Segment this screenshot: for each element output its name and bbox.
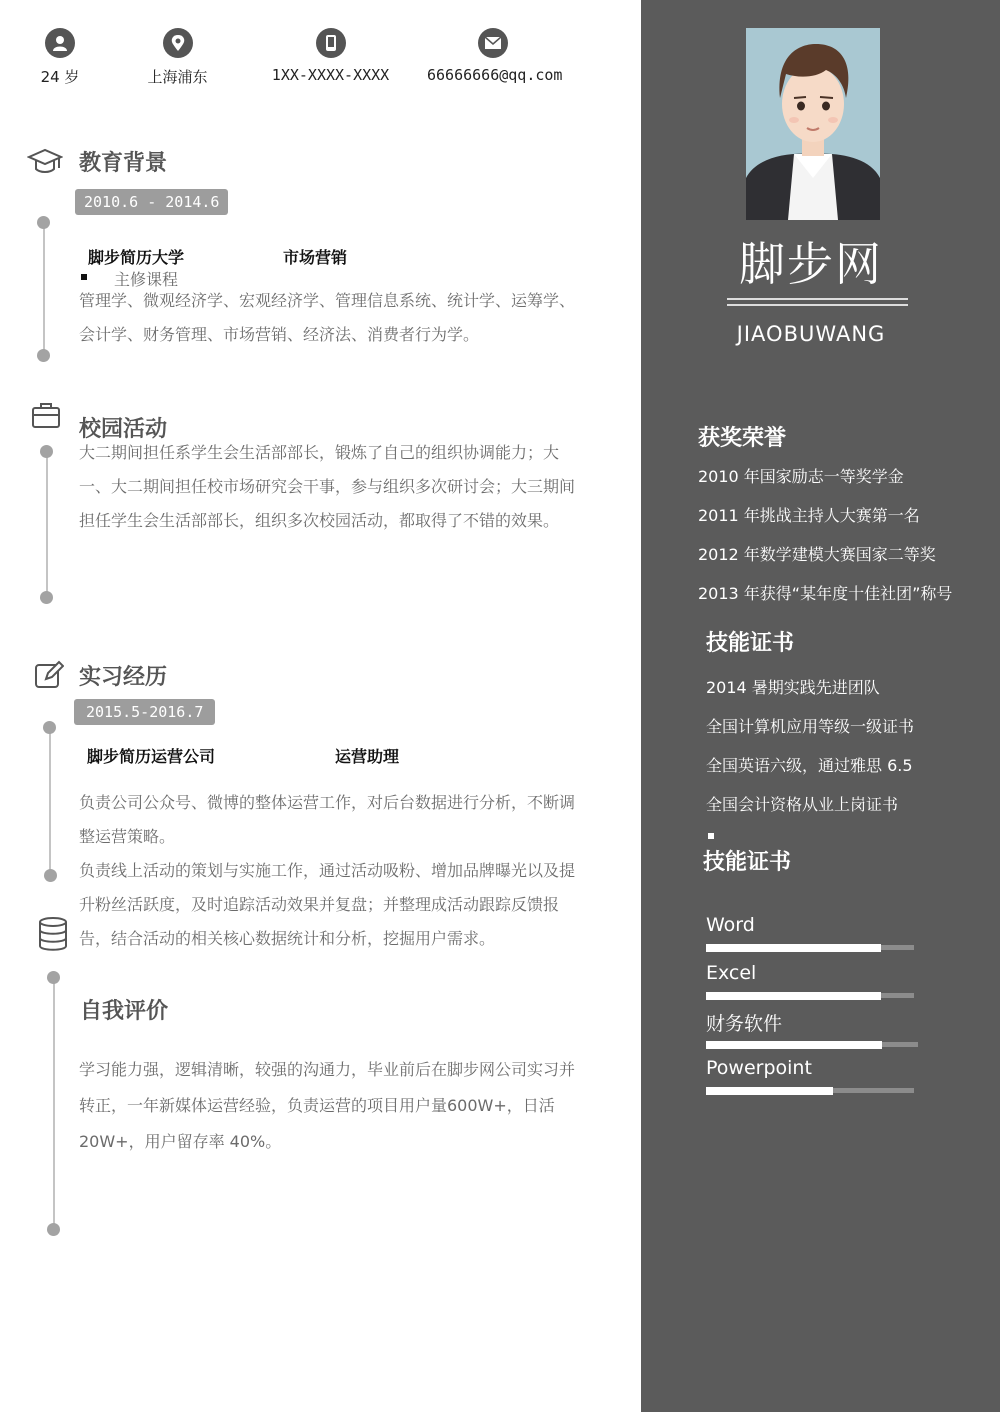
graduation-cap-icon (27, 145, 61, 179)
timeline-dot (43, 721, 56, 734)
skill-label: Powerpoint (706, 1057, 812, 1079)
campus-text: 大二期间担任系学生会生活部部长，锻炼了自己的组织协调能力；大一、大二期间担任校市场研究会干事，参与组织多次研讨会；大三期间担任学生会生活部部长，组织多次校园活动，都取得了不错的效果。 (79, 443, 576, 530)
company-name: 脚步简历运营公司 (87, 747, 216, 766)
location-text: 上海浦东 (147, 68, 208, 86)
skill-bar-fill (706, 944, 881, 952)
timeline-line (49, 728, 51, 876)
award-item: 2011 年挑战主持人大赛第一名 (698, 506, 920, 525)
internship-title: 实习经历 (79, 665, 168, 690)
skill-bar-fill (706, 1087, 833, 1095)
self-title: 自我评价 (80, 999, 169, 1024)
timeline-dot (44, 869, 57, 882)
skill-bar-fill (706, 1041, 882, 1049)
skill-bar (706, 945, 914, 950)
email-text: 66666666@qq.com (427, 66, 563, 84)
edit-icon (34, 660, 68, 694)
timeline-dot (40, 591, 53, 604)
cert-item: 全国计算机应用等级一级证书 (706, 717, 915, 736)
skill-label: 财务软件 (706, 1013, 783, 1035)
internship-date: 2015.5-2016.7 (74, 699, 215, 725)
self-text: 学习能力强，逻辑清晰，较强的沟通力，毕业前后在脚步网公司实习并转正，一年新媒体运营经验，负责运营的项目用户量600W+，日活 20W+，用户留存率 40%。 (79, 1060, 576, 1151)
internship-duty-1: 负责公司公众号、微博的整体运营工作，对后台数据进行分析，不断调整运营策略。 (79, 793, 576, 846)
award-item: 2013 年获得“某年度十佳社团”称号 (698, 584, 953, 603)
bullet (708, 833, 714, 839)
cert-item: 全国会计资格从业上岗证书 (706, 795, 899, 814)
timeline-line (43, 222, 45, 356)
mail-icon (478, 28, 508, 58)
name-divider (727, 298, 908, 306)
certs-title: 技能证书 (706, 631, 795, 656)
profile-pinyin: JIAOBUWANG (736, 322, 886, 346)
courses-text: 管理学、微观经济学、宏观经济学、管理信息系统、统计学、运筹学、会计学、财务管理、市场营销、经济法、消费者行为学。 (79, 291, 576, 344)
skill-label: Word (706, 914, 755, 936)
skill-bar (706, 993, 914, 998)
contact-email (427, 28, 563, 84)
major-name: 市场营销 (283, 248, 348, 267)
timeline-dot (37, 216, 50, 229)
location-pin-icon (163, 28, 193, 58)
skill-bar (706, 1088, 914, 1093)
profile-name: 脚步网 (739, 237, 883, 291)
internship-duty-2: 负责线上活动的策划与实施工作，通过活动吸粉、增加品牌曝光以及提升粉丝活跃度，及时追踪活动效果并复盘；并整理成活动跟踪反馈报告，结合活动的相关核心数据统计和分析，挖掘用户需求。 (79, 861, 576, 948)
timeline-line (53, 978, 55, 1230)
contact-age (30, 28, 90, 87)
timeline-dot (37, 349, 50, 362)
timeline-dot (40, 445, 53, 458)
skills-title: 技能证书 (703, 850, 792, 875)
bullet (81, 274, 87, 280)
user-icon (45, 28, 75, 58)
courses-label: 主修课程 (114, 270, 179, 289)
age-text: 24 岁 (40, 68, 80, 86)
profile-photo (746, 28, 880, 220)
database-icon (37, 916, 71, 950)
awards-title: 获奖荣誉 (698, 426, 787, 451)
timeline-dot (47, 1223, 60, 1236)
skill-label: Excel (706, 962, 757, 984)
education-title: 教育背景 (79, 151, 168, 176)
award-item: 2012 年数学建模大赛国家二等奖 (698, 545, 936, 564)
school-name: 脚步简历大学 (88, 248, 185, 267)
timeline-dot (47, 971, 60, 984)
contact-location (130, 28, 225, 87)
cert-item: 全国英语六级，通过雅思 6.5 (706, 756, 913, 775)
skill-bar (706, 1042, 918, 1047)
campus-title: 校园活动 (79, 417, 168, 442)
position-name: 运营助理 (335, 747, 400, 766)
sidebar (641, 0, 1000, 1412)
skill-bar-fill (706, 992, 881, 1000)
briefcase-icon (31, 401, 65, 435)
education-date: 2010.6 - 2014.6 (75, 189, 228, 215)
phone-icon (316, 28, 346, 58)
timeline-line (46, 452, 48, 598)
cert-item: 2014 暑期实践先进团队 (706, 678, 880, 697)
phone-text: 1XX-XXXX-XXXX (271, 66, 390, 84)
contact-phone (268, 28, 393, 84)
award-item: 2010 年国家励志一等奖学金 (698, 467, 904, 486)
